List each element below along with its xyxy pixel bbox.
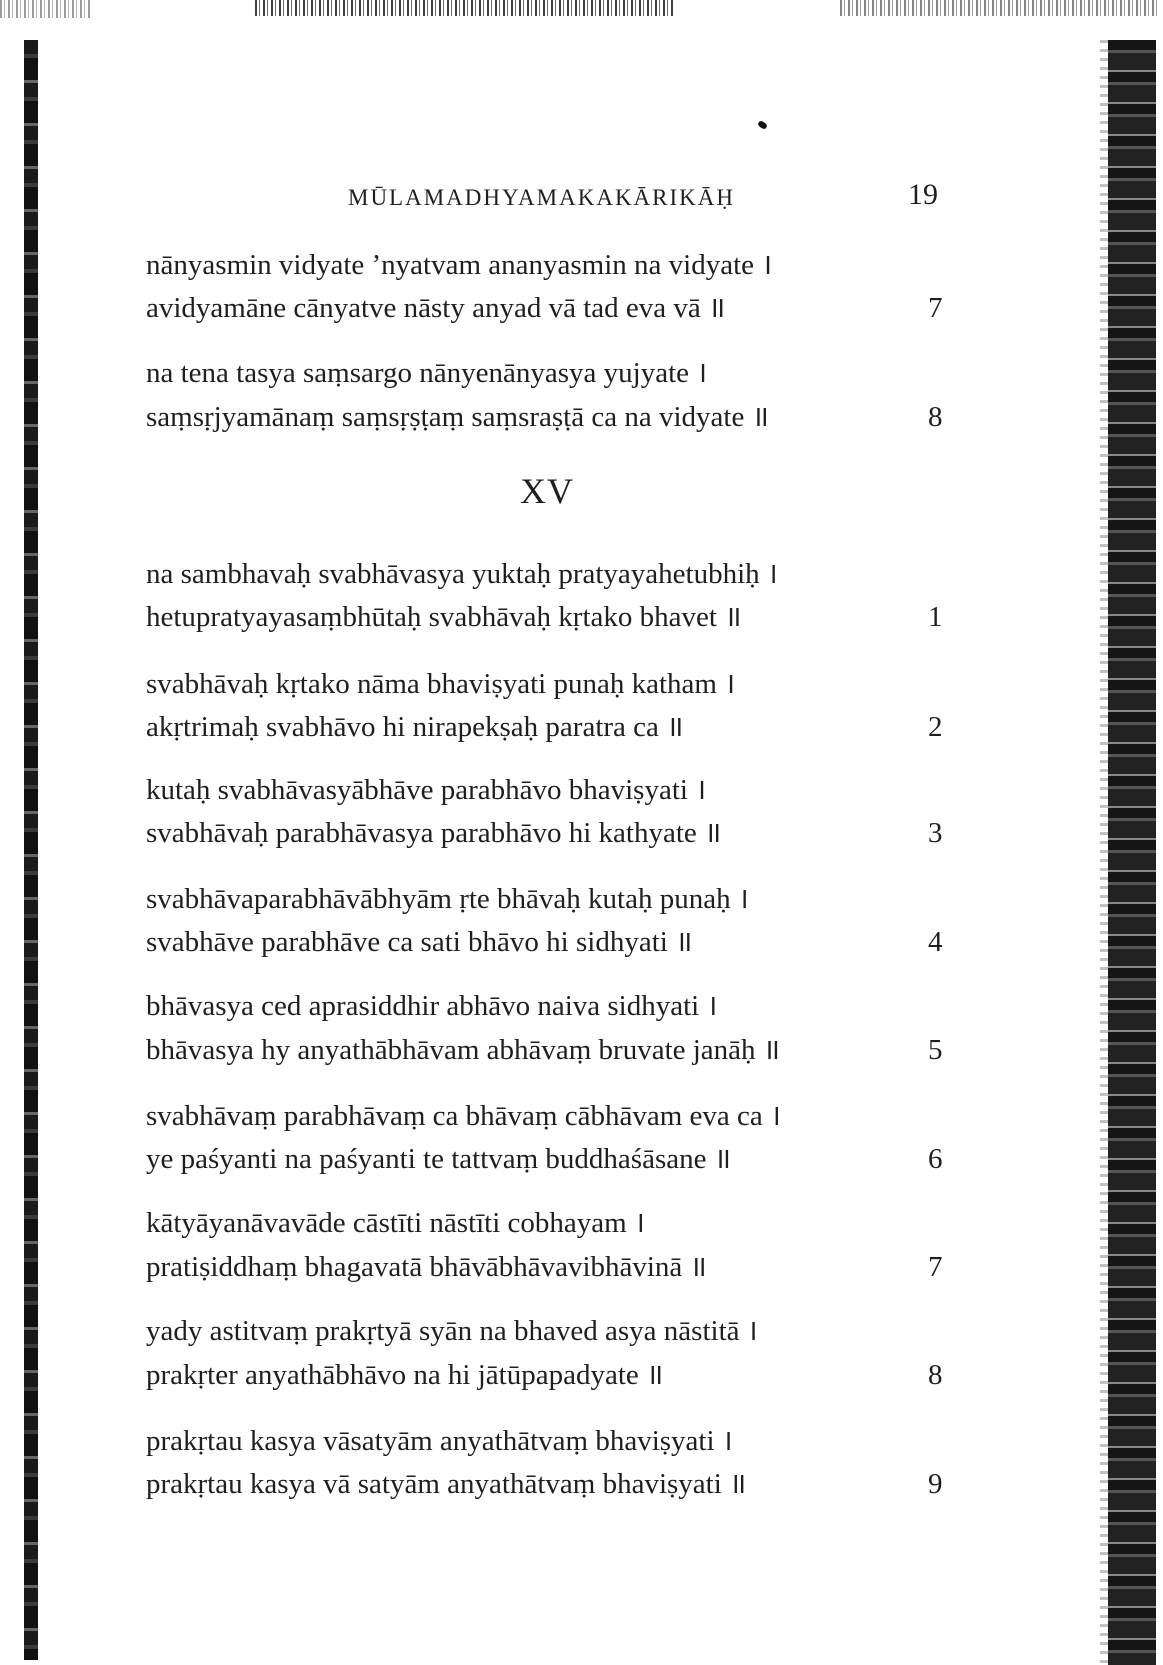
verse-number: 6 [928,1143,943,1175]
verse-line: bhāvasya hy anyathābhāvam abhāvaṃ bruvate janāḥ ॥ [146,1034,781,1066]
verse-line: pratiṣiddhaṃ bhagavatā bhāvābhāvavibhāvinā ॥ [146,1251,707,1283]
verse-number: 7 [928,292,943,324]
verse-line: svabhāve parabhāve ca sati bhāvo hi sidhyati ॥ [146,926,693,958]
scan-artifact-top-right [840,0,1160,16]
scan-artifact-top-left [0,0,90,18]
verse-number: 9 [928,1468,943,1500]
verse-line: prakṛtau kasya vāsatyām anyathātvaṃ bhaviṣyati । [146,1425,733,1457]
verse-line: hetupratyayasaṃbhūtaḥ svabhāvaḥ kṛtako bhavet ॥ [146,601,742,633]
verse-line: ye paśyanti na paśyanti te tattvaṃ buddhaśāsane ॥ [146,1143,732,1175]
verse-line: avidyamāne cānyatve nāsty anyad vā tad eva vā ॥ [146,292,726,324]
ink-speck [757,120,768,130]
verse-number: 5 [928,1034,943,1066]
verse-line: akṛtrimaḥ svabhāvo hi nirapekṣaḥ paratra ca ॥ [146,711,684,743]
verse-line: svabhāvaḥ kṛtako nāma bhaviṣyati punaḥ katham । [146,668,736,700]
verse-number: 8 [928,1359,943,1391]
verse-number: 7 [928,1251,943,1283]
chapter-heading: XV [520,471,574,511]
verse-line: na sambhavaḥ svabhāvasya yuktaḥ pratyayahetubhiḥ । [146,558,778,590]
verse-number: 2 [928,711,943,743]
verse-line: svabhāvaṃ parabhāvaṃ ca bhāvaṃ cābhāvam eva ca । [146,1100,781,1132]
verse-number: 1 [928,601,943,633]
verse-line: yady astitvaṃ prakṛtyā syān na bhaved asya nāstitā । [146,1315,758,1347]
verse-line: svabhāvaparabhāvābhyām ṛte bhāvaḥ kutaḥ punaḥ । [146,883,749,915]
verse-number: 8 [928,401,943,433]
scan-left-edge [24,40,38,1660]
verse-line: kātyāyanāvavāde cāstīti nāstīti cobhayam । [146,1207,645,1239]
verse-line: prakṛter anyathābhāvo na hi jātūpapadyate ॥ [146,1359,664,1391]
page-number: 19 [908,178,938,211]
verse-line: prakṛtau kasya vā satyām anyathātvaṃ bhaviṣyati ॥ [146,1468,747,1500]
verse-line: kutaḥ svabhāvasyābhāve parabhāvo bhaviṣyati । [146,774,707,806]
verse-line: saṃsṛjyamānaṃ saṃsṛṣṭaṃ saṃsraṣṭā ca na vidyate ॥ [146,401,769,433]
verse-line: svabhāvaḥ parabhāvasya parabhāvo hi kathyate ॥ [146,817,722,849]
scan-right-edge [1108,40,1156,1665]
verse-number: 4 [928,926,943,958]
scan-artifact-top-center [255,0,675,16]
verse-line: nānyasmin vidyate ’nyatvam ananyasmin na vidyate । [146,249,773,281]
verse-line: na tena tasya saṃsargo nānyenānyasya yujyate । [146,357,708,389]
verse-line: bhāvasya ced aprasiddhir abhāvo naiva sidhyati । [146,990,718,1022]
running-head-title: MŪLAMADHYAMAKAKĀRIKĀḤ [348,185,735,210]
verse-number: 3 [928,817,943,849]
